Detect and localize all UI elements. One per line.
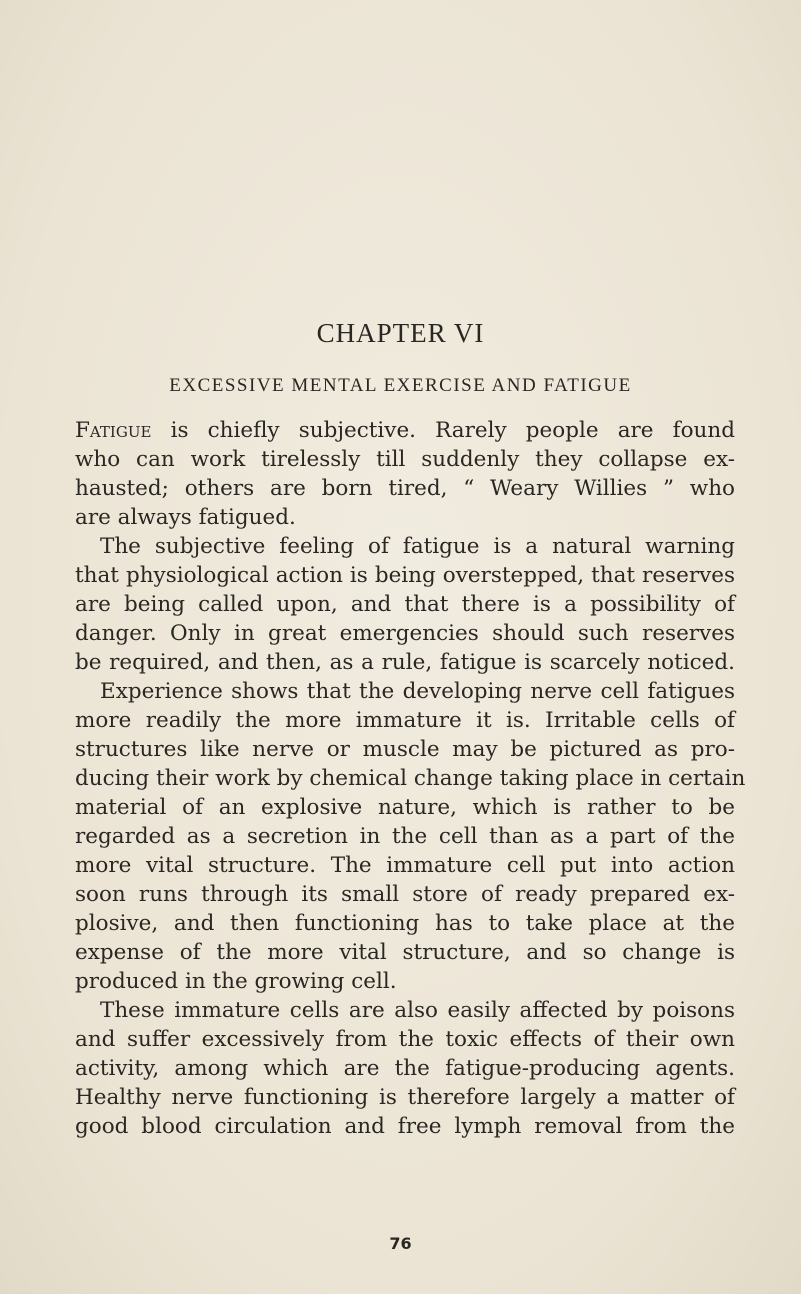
text-line: Healthy nerve functioning is therefore largely a matter of bbox=[75, 1085, 735, 1110]
text-line: material of an explosive nature, which is rather to be bbox=[75, 795, 735, 820]
body-text bbox=[75, 416, 746, 1141]
text-line: Fatigue is chiefly subjective. Rarely people are found bbox=[75, 418, 735, 443]
text-line: expense of the more vital structure, and so change is bbox=[75, 940, 735, 965]
text-line: Experience shows that the developing nerve cell fatigues bbox=[100, 679, 735, 704]
text-line: more vital structure. The immature cell put into action bbox=[75, 853, 735, 878]
text-line: activity, among which are the fatigue-producing agents. bbox=[75, 1056, 735, 1081]
text-line: structures like nerve or muscle may be pictured as pro- bbox=[75, 737, 735, 762]
text-line: plosive, and then functioning has to take place at the bbox=[75, 911, 735, 936]
page-number: 76 bbox=[389, 1234, 412, 1253]
chapter-heading: EXCESSIVE MENTAL EXERCISE AND FATIGUE bbox=[169, 375, 632, 396]
text-line: soon runs through its small store of ready prepared ex- bbox=[75, 882, 735, 907]
text-line: good blood circulation and free lymph removal from the bbox=[75, 1114, 735, 1139]
text-line: danger. Only in great emergencies should such reserves bbox=[75, 621, 735, 646]
text-line: These immature cells are also easily affected by poisons bbox=[100, 998, 735, 1023]
text-line: The subjective feeling of fatigue is a natural warning bbox=[100, 534, 735, 559]
chapter-title: CHAPTER VI bbox=[316, 318, 485, 348]
text-line: are being called upon, and that there is a possibility of bbox=[75, 592, 735, 617]
text-line: be required, and then, as a rule, fatigue is scarcely noticed. bbox=[75, 650, 735, 675]
first-word: Fatigue bbox=[75, 418, 152, 443]
text-line: and suffer excessively from the toxic effects of their own bbox=[75, 1027, 735, 1052]
text-line: that physiological action is being overstepped, that reserves bbox=[75, 563, 735, 588]
text-line: produced in the growing cell. bbox=[75, 969, 397, 994]
text-line: more readily the more immature it is. Irritable cells of bbox=[75, 708, 735, 733]
text-line: hausted; others are born tired, “ Weary Willies ” who bbox=[75, 476, 735, 501]
text-line: are always fatigued. bbox=[75, 505, 296, 530]
text-line: who can work tirelessly till suddenly they collapse ex- bbox=[75, 447, 735, 472]
text-line: regarded as a secretion in the cell than as a part of the bbox=[75, 824, 735, 849]
text-line: ducing their work by chemical change taking place in certain bbox=[75, 766, 746, 791]
